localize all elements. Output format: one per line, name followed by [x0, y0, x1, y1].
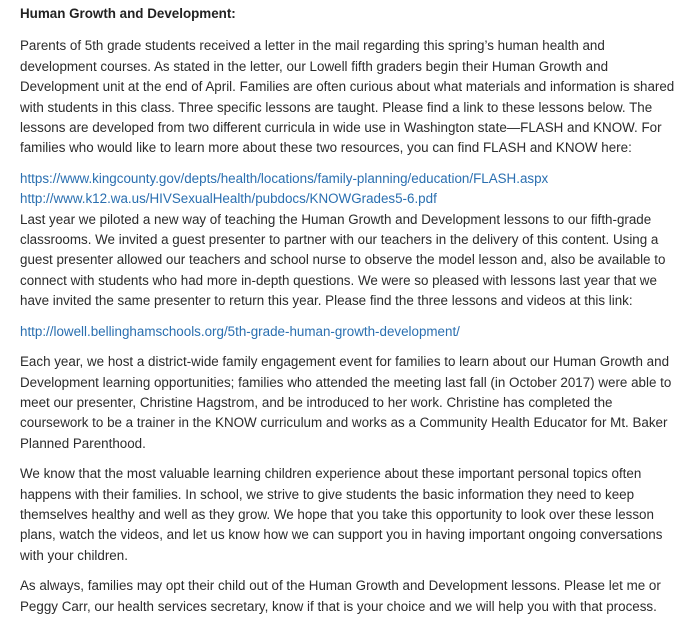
flash-link[interactable]: https://www.kingcounty.gov/depts/health/locations/family-planning/education/FLASH.aspx [20, 170, 549, 186]
paragraph-intro: Parents of 5th grade students received a letter in the mail regarding this spring’s human health and development courses. As stated in the letter, our Lowell fifth graders begin their Human Growth and Development unit at the end of April. Families are often curious about what materials and information is shared with students in this class. Three specific lessons are taught. Please find a link to these lessons below. The lessons are developed from two different curricula in wide use in Washington state—FLASH and KNOW. For families who would like to learn more about these two resources, you can find FLASH and KNOW here: [20, 38, 675, 156]
paragraph-engagement: Each year, we host a district-wide family engagement event for families to learn about our Human Growth and Development learning opportunities; families who attended the meeting last fall (in October 2017) were able to meet our presenter, Christine Hagstrom, and be introduced to her work. Christine has completed the coursework to be a trainer in the KNOW curriculum and works as a Community Health Educator for Mt. Baker Planned Parenthood. [20, 354, 672, 451]
lessons-link[interactable]: http://lowell.bellinghamschools.org/5th-grade-human-growth-development/ [20, 323, 460, 339]
lessons-link-container [20, 322, 684, 342]
know-link[interactable]: http://www.k12.wa.us/HIVSexualHealth/pubdocs/KNOWGrades5-6.pdf [20, 191, 437, 207]
section-title: Human Growth and Development: [20, 6, 236, 21]
paragraph-pilot: Last year we piloted a new way of teaching the Human Growth and Development lessons to our fifth-grade classrooms. We invited a guest presenter to partner with our teachers in the delivery of this content. Using a guest presenter allowed our teachers and school nurse to observe the model lesson and, also be available to connect with students who had more in-depth questions. We were so pleased with lessons last year that we have invited the same presenter to return this year. Please find the three lessons and videos at this link: [20, 211, 666, 309]
paragraph-families: We know that the most valuable learning children experience about these important personal topics often happens with their families. In school, we strive to give students the basic information they need to keep themselves healthy and well as they grow. We hope that you take this opportunity to look over these lesson plans, watch the videos, and let us know how we can support you in having important ongoing conversations with your children. [20, 466, 663, 563]
resource-links [20, 169, 684, 210]
paragraph-opt-out: As always, families may opt their child out of the Human Growth and Development lessons. Please let me or Peggy Carr, our health services secretary, know if that is your choice and we will help you with that process. [20, 578, 661, 614]
